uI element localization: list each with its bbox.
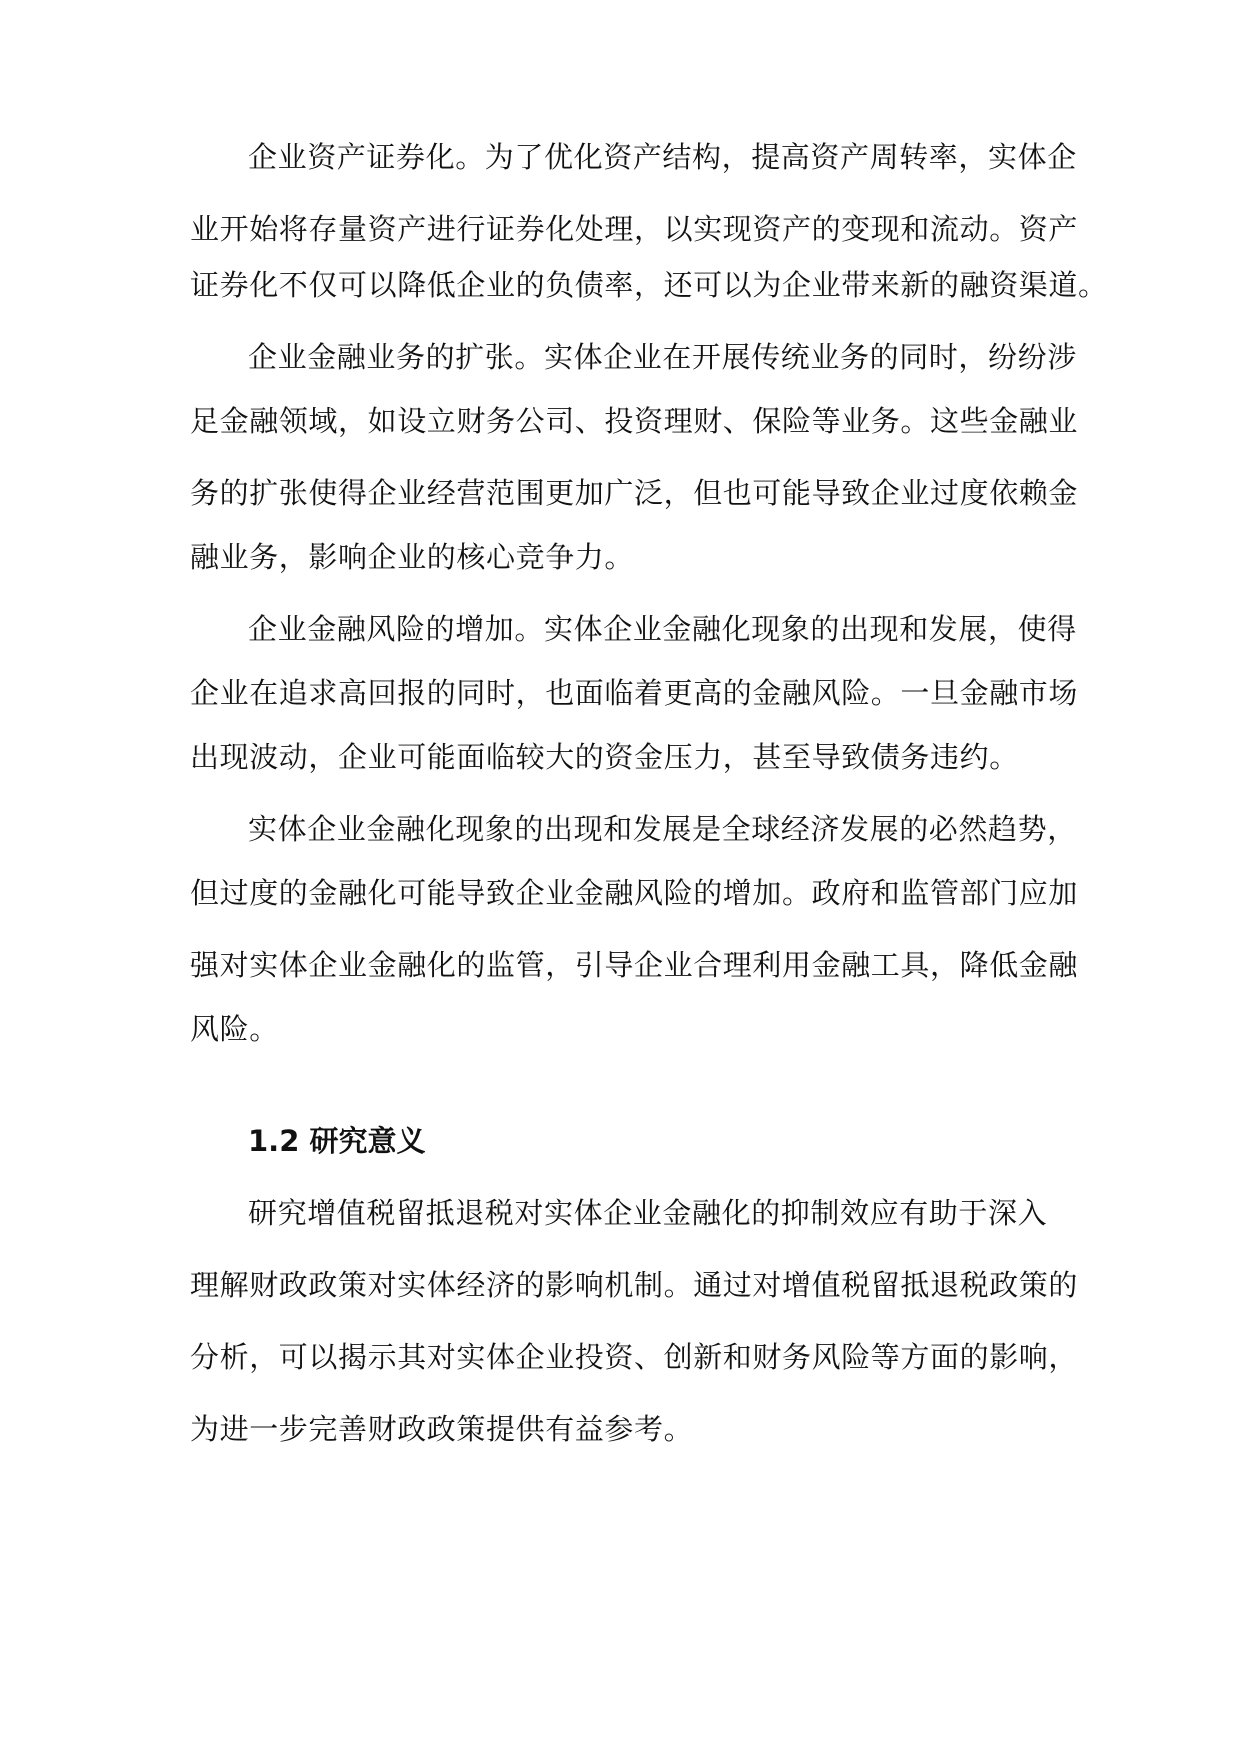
paragraph-2-line-2: 足金融领域，如设立财务公司、投资理财、保险等业务。这些金融业 [190,404,1079,438]
paragraph-3-line-1: 企业金融风险的增加。实体企业金融化现象的出现和发展，使得 [248,612,1077,646]
paragraph-3-line-3: 出现波动，企业可能面临较大的资金压力，甚至导致债务违约。 [190,740,1019,774]
section-paragraph-line-4: 为进一步完善财政政策提供有益参考。 [190,1412,694,1446]
paragraph-1-line-1: 企业资产证券化。为了优化资产结构，提高资产周转率，实体企 [248,140,1077,174]
section-paragraph-line-1: 研究增值税留抵退税对实体企业金融化的抑制效应有助于深入 [248,1196,1048,1230]
section-paragraph-line-2: 理解财政政策对实体经济的影响机制。通过对增值税留抵退税政策的 [190,1268,1079,1302]
section-paragraph-line-3: 分析，可以揭示其对实体企业投资、创新和财务风险等方面的影响， [190,1340,1079,1374]
paragraph-1-line-3: 证券化不仅可以降低企业的负债率，还可以为企业带来新的融资渠道。 [190,268,1108,302]
paragraph-4-line-3: 强对实体企业金融化的监管，引导企业合理利用金融工具，降低金融 [190,948,1079,982]
paragraph-2-line-4: 融业务，影响企业的核心竞争力。 [190,540,635,574]
paragraph-4-line-4: 风险。 [190,1012,279,1046]
paragraph-4-line-1: 实体企业金融化现象的出现和发展是全球经济发展的必然趋势， [248,812,1077,846]
paragraph-2-line-3: 务的扩张使得企业经营范围更加广泛，但也可能导致企业过度依赖金 [190,476,1079,510]
paragraph-4-line-2: 但过度的金融化可能导致企业金融风险的增加。政府和监管部门应加 [190,876,1079,910]
paragraph-2-line-1: 企业金融业务的扩张。实体企业在开展传统业务的同时，纷纷涉 [248,340,1077,374]
paragraph-3-line-2: 企业在追求高回报的同时，也面临着更高的金融风险。一旦金融市场 [190,676,1079,710]
section-heading: 1.2 研究意义 [248,1124,426,1158]
paragraph-1-line-2: 业开始将存量资产进行证券化处理，以实现资产的变现和流动。资产 [190,212,1079,246]
